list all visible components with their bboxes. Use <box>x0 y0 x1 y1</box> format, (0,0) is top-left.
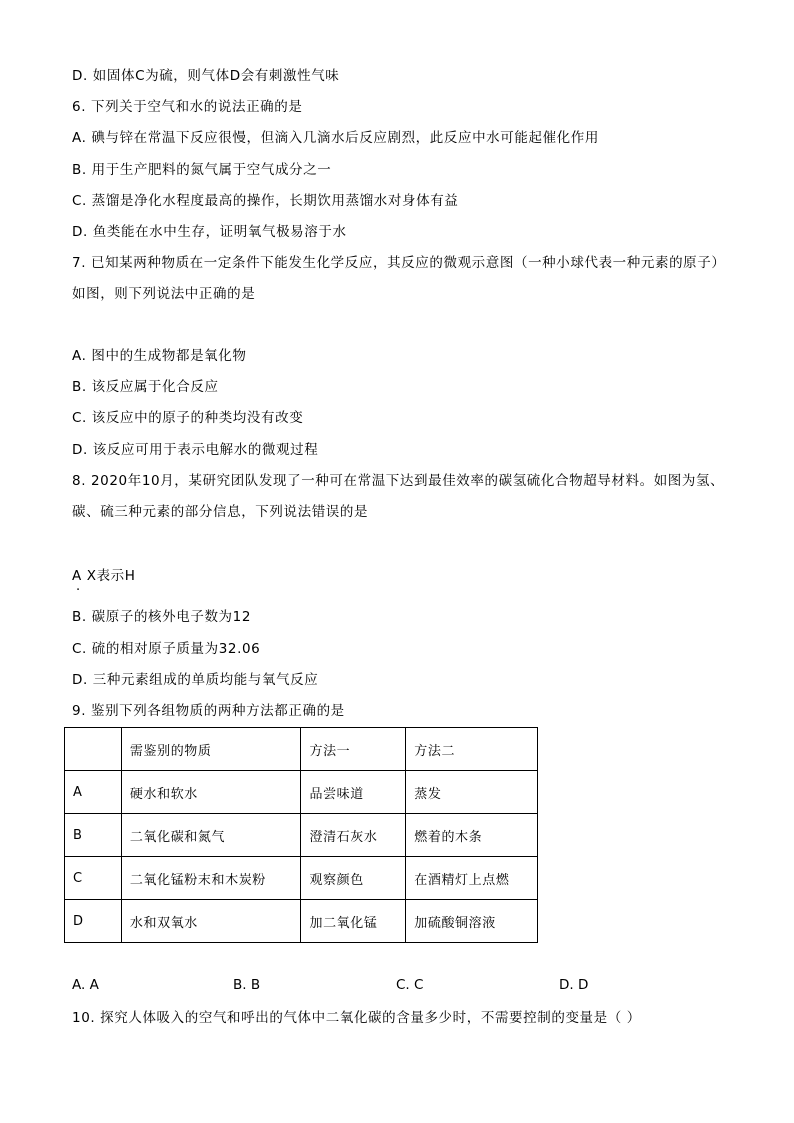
answer-option-c: C. C <box>396 977 424 993</box>
table-cell: 品尝味道 <box>301 771 406 814</box>
q7-option-d: D. 该反应可用于表示电解水的微观过程 <box>72 442 319 458</box>
table-cell: 在酒精灯上点燃 <box>406 857 538 900</box>
q6-stem: 6. 下列关于空气和水的说法正确的是 <box>72 99 303 115</box>
q6-option-a: A. 碘与锌在常温下反应很慢，但滴入几滴水后反应剧烈，此反应中水可能起催化作用 <box>72 130 599 146</box>
table-cell: 燃着的木条 <box>406 814 538 857</box>
identification-table <box>64 727 538 943</box>
q8-option-d: D. 三种元素组成的单质均能与氧气反应 <box>72 672 319 688</box>
table-header-cell: 方法一 <box>301 728 406 771</box>
q7-option-a: A. 图中的生成物都是氧化物 <box>72 348 247 364</box>
table-row <box>65 771 538 814</box>
q6-option-d: D. 鱼类能在水中生存，证明氧气极易溶于水 <box>72 224 347 240</box>
table-cell: 蒸发 <box>406 771 538 814</box>
table-cell: 二氧化碳和氮气 <box>121 814 301 857</box>
q7-stem: 7. 已知某两种物质在一定条件下能发生化学反应，其反应的微观示意图（一种小球代表一种元素的原子） <box>72 255 726 271</box>
q7-option-c: C. 该反应中的原子的种类均没有改变 <box>72 410 304 426</box>
q7-stem-cont: 如图，则下列说法中正确的是 <box>72 286 256 302</box>
q10-stem: 10. 探究人体吸入的空气和呼出的气体中二氧化碳的含量多少时，不需要控制的变量是（ ） <box>72 1010 641 1026</box>
q9-answer-options <box>72 977 602 995</box>
q8-option-c: C. 硫的相对原子质量为32.06 <box>72 641 261 657</box>
table-cell: 澄清石灰水 <box>301 814 406 857</box>
q8-option-a: A X表示H <box>72 568 136 584</box>
q6-option-b: B. 用于生产肥料的氮气属于空气成分之一 <box>72 162 332 178</box>
table-header-cell: 方法二 <box>406 728 538 771</box>
table-cell: 二氧化锰粉末和木炭粉 <box>121 857 301 900</box>
table-cell: 水和双氧水 <box>121 900 301 943</box>
q7-option-b: B. 该反应属于化合反应 <box>72 379 219 395</box>
q9-stem: 9. 鉴别下列各组物质的两种方法都正确的是 <box>72 703 345 719</box>
table-cell: D <box>65 900 122 943</box>
q6-option-c: C. 蒸馏是净化水程度最高的操作，长期饮用蒸馏水对身体有益 <box>72 193 459 209</box>
answer-option-a: A. A <box>72 977 99 993</box>
table-cell: 加硫酸铜溶液 <box>406 900 538 943</box>
table-cell: B <box>65 814 122 857</box>
table-cell: 观察颜色 <box>301 857 406 900</box>
table-cell: 加二氧化锰 <box>301 900 406 943</box>
table-header-cell: 需鉴别的物质 <box>121 728 301 771</box>
q8-option-b: B. 碳原子的核外电子数为12 <box>72 609 252 625</box>
table-row <box>65 857 538 900</box>
table-header-row <box>65 728 538 771</box>
q8-stem: 8. 2020年10月，某研究团队发现了一种可在常温下达到最佳效率的碳氢硫化合物超导材料。如图为氢、 <box>72 473 725 489</box>
table-cell: A <box>65 771 122 814</box>
answer-option-b: B. B <box>233 977 261 993</box>
table-cell: C <box>65 857 122 900</box>
table-cell: 硬水和软水 <box>121 771 301 814</box>
answer-option-d: D. D <box>559 977 589 993</box>
table-row <box>65 900 538 943</box>
table-header-cell <box>65 728 122 771</box>
table-row <box>65 814 538 857</box>
q8-stem-cont: 碳、硫三种元素的部分信息，下列说法错误的是 <box>72 504 369 520</box>
q5-option-d: D. 如固体C为硫，则气体D会有刺激性气味 <box>72 68 340 84</box>
option-dot: · <box>76 583 81 598</box>
